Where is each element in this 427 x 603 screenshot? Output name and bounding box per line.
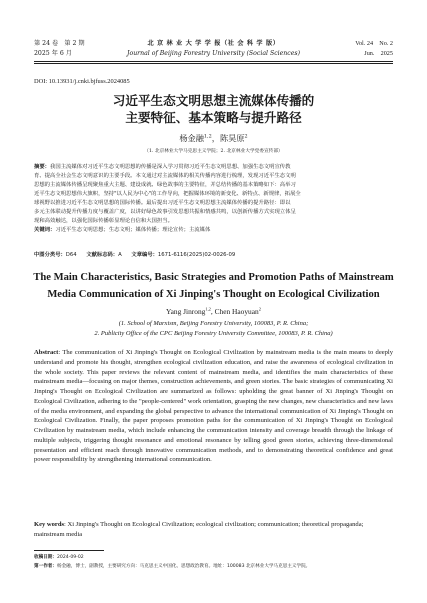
en-keywords-label: Key words (34, 521, 65, 528)
en-abstract-label: Abstract (34, 349, 59, 356)
header-journal-en: Journal of Beijing Forestry University (Social Sciences) (126, 50, 301, 57)
en-keywords: Key words: Xi Jinping's Thought on Ecological Civilization; ecological civilization; communication; theoretical propaganda; mainstream media (34, 521, 364, 538)
cn-abstract-line: 球视野以推进习近平生态文明思想的国际传播。最后提出习近平生态文明思想主流媒体传播的提升路径：即以 (34, 200, 291, 206)
cn-affiliation: （1. 北京林业大学马克思主义学院；2. 北京林业大学党委宣传部） (144, 149, 283, 154)
cn-abstract-line: 近平生态文明思想伟大旗帜，坚持"以人民为中心"的工作导向，把握媒体环境的新变化、新特点、新规律，拓展全 (34, 191, 301, 197)
article-number: 1671-6116(2025)02-0026-09 (157, 252, 236, 258)
cn-abstract-line: 思想的主流媒体传播呈现聚焦重大主题、建设成就、绿色故事的主要特征，并总结传播的基本策略如下：高举习 (34, 182, 296, 188)
document-code: A (118, 252, 122, 258)
cn-keywords-label: 关键词： (34, 227, 56, 233)
en-title-line2: Media Communication of Xi Jinping's Thought on Ecological Civilization (47, 289, 380, 300)
cn-classification: 中图分类号：D64 文献标志码：A 文章编号：1671-6116(2025)02-0026-09 (34, 252, 236, 258)
en-authors: Yang Jinrong$^{1,2}$, Chen Haoyuan$^2$ (166, 306, 261, 316)
header-date-en: Jun. 2025 (364, 50, 393, 57)
cn-abstract-line: 育、提高全社会生态文明意识的主要手段。本文通过对主流媒体的相关传播内容进行梳理，发现习近平生态文明 (34, 173, 296, 179)
cn-abstract-line: 多元主体联动提升传播力度与覆盖广度，以讲好绿色故事引发思想共振和情感共鸣，以创新传播方式实现立体呈 (34, 209, 296, 215)
en-author2: Chen Haoyuan (214, 307, 259, 316)
cn-author1-sup: 1,2 (203, 133, 212, 140)
footnote-received: 收稿日期：2024-09-02 (34, 555, 84, 560)
cn-abstract-label: 摘要： (34, 164, 51, 170)
cn-title-line2: 主要特征、基本策略与提升路径 (125, 110, 302, 125)
cn-abstract (34, 163, 393, 235)
en-abstract (34, 348, 393, 465)
header-journal-cn: 北 京 林 业 大 学 学 报（社 会 科 学 版） (147, 40, 280, 47)
en-affiliation-1: (1. School of Marxism, Beijing Forestry University, 100083, P. R. China; (118, 320, 309, 327)
cn-author2: 陈昊原 (219, 133, 245, 143)
header-volume-en: Vol. 24 No. 2 (355, 40, 393, 47)
footnote-rule (34, 550, 104, 551)
clc-code: D64 (65, 252, 77, 258)
en-affiliation-2: 2. Publicity Office of the CPC Beijing Forestry University Committee, 100083, P. R. China) (94, 330, 333, 337)
en-title-line1: The Main Characteristics, Basic Strategies and Promotion Paths of Mainstream (33, 272, 394, 283)
doi: DOI: 10.13931/j.cnki.bjfuss.2024085 (34, 78, 130, 85)
header-volume-cn: 第 24 卷 第 2 期 (34, 40, 85, 47)
cn-abstract-line: 现和高效触达，以强化国际传播彰显理论自信和大国担当。 (34, 218, 173, 224)
cn-author1: 杨金融 (179, 133, 204, 143)
en-abstract-text: : The communication of Xi Jinping's Thought on Ecological Civilization by mainstream media is the main means to deeply understand and promote his thought, strengthen ecological civilization education, and raise the awareness of ecological civilization in the whole society. This paper reviews the relevant content of mainstream media, and identifies the main characteristics of these mainstream media—focusing on major themes, construction achievements, and green stories. The basic strategies of communicating Xi Jinping's Thought on Ecological Civilization are summarized as follows: upholding the great banner of Xi Jinping's Thought on Ecological Civilization, adhering to the "people-centered" work orientation, grasping the new changes, new characteristics and new laws of the media environment, and expanding the global perspective to advance the international communication of Xi Jinping's Thought on Ecological Civilization. Finally, the paper proposes promotion paths for the communication of Xi Jinping's Thought on Ecological Civilization by mainstream media, which include enhancing the communication intensity and coverage breadth through the linkage of multiple subjects, triggering thought resonance and emotional resonance by telling good green stories, achieving three-dimensional presentation and efficient reach through innovative communication methods, and to demonstrating theoretical confidence and great power responsibility by strengthening international communication. (34, 349, 393, 464)
cn-keywords: 关键词：习近平生态文明思想；生态文明；媒体传播；理论宣传；主流媒体 (34, 227, 211, 233)
header-rule-bottom (34, 63, 393, 64)
cn-authors (0, 133, 427, 144)
cn-abstract-line: 摘要：我国主流媒体对习近平生态文明思想的传播是深入学习贯彻习近平生态文明思想、加强生态文明宣传教 (34, 164, 291, 170)
cn-title-line1: 习近平生态文明思想主流媒体传播的 (112, 93, 315, 108)
en-author1: Yang Jinrong (166, 307, 206, 316)
header-date-cn: 2025 年 6 月 (34, 50, 72, 57)
footnote-first-author: 第一作者：杨金融，博士，副教授，主要研究方向：马克思主义中国化、思想政治教育。地址：100083 北京林业大学马克思主义学院。 (34, 564, 311, 569)
cn-author2-sup: 2 (244, 133, 248, 140)
header-rule-top (34, 61, 393, 62)
cn-author-sep: ， (211, 133, 220, 143)
